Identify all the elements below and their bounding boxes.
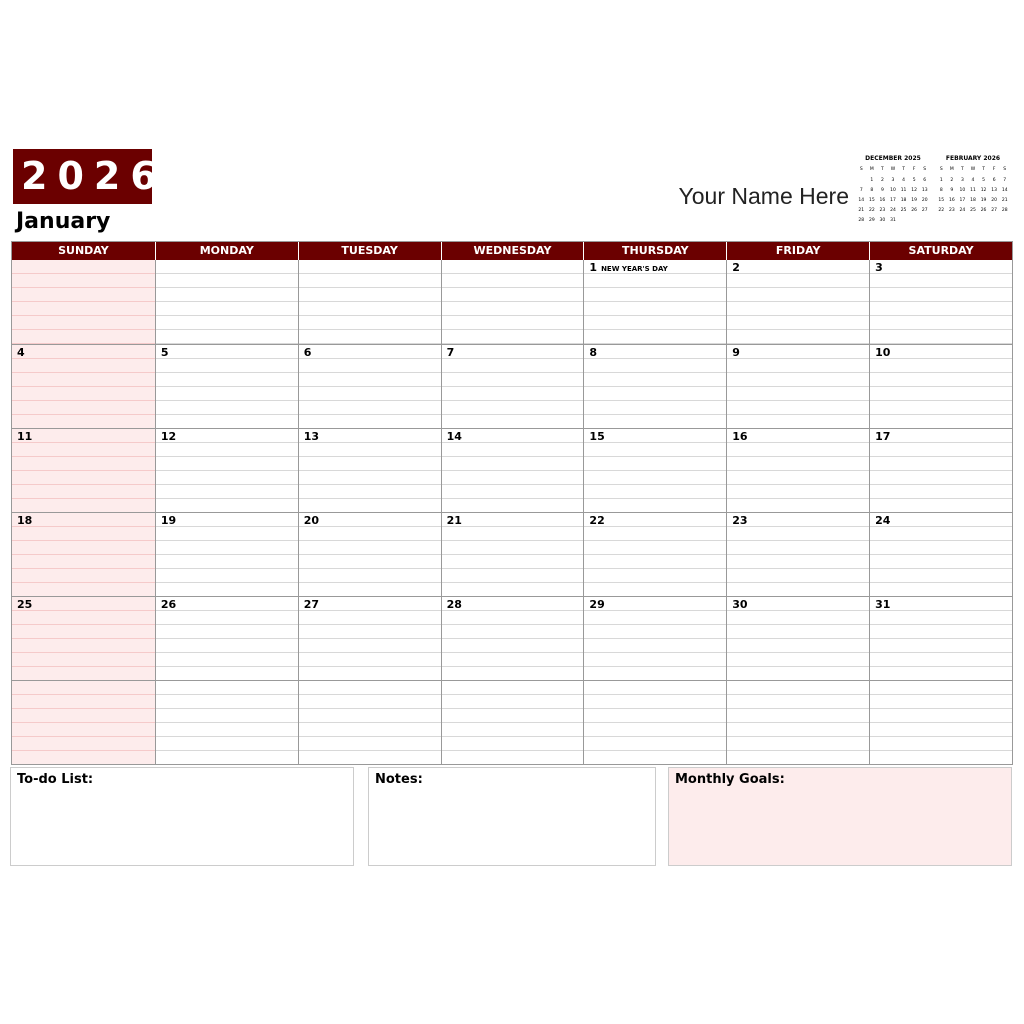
mini-calendar-day: 1 xyxy=(939,178,943,183)
mini-calendar-day: 27 xyxy=(921,208,928,213)
mini-calendar-day: 22 xyxy=(938,208,945,213)
day-cell[interactable] xyxy=(869,680,1012,764)
todo-list-box[interactable] xyxy=(10,767,354,866)
notes-box[interactable] xyxy=(368,767,656,866)
day-cell[interactable] xyxy=(298,260,441,344)
notes-title: Notes: xyxy=(375,772,423,787)
mini-calendar-day: 25 xyxy=(900,208,907,213)
mini-calendar-dow: W xyxy=(890,167,896,172)
mini-calendar-day: 26 xyxy=(911,208,917,213)
day-number: 4 xyxy=(17,346,25,359)
day-number: 11 xyxy=(17,430,33,443)
day-number: 2 xyxy=(732,261,740,274)
day-cell[interactable] xyxy=(155,512,298,596)
day-number: 29 xyxy=(589,598,605,611)
day-cell[interactable] xyxy=(441,512,584,596)
todo-list-title: To-do List: xyxy=(17,772,94,787)
day-cell[interactable] xyxy=(726,596,869,680)
day-cell[interactable] xyxy=(441,344,584,428)
mini-calendar-day: 12 xyxy=(911,188,917,193)
weekday-sunday: SUNDAY xyxy=(58,244,109,257)
month-calendar xyxy=(11,241,1013,765)
mini-calendar-day: 20 xyxy=(921,198,928,203)
day-cell[interactable] xyxy=(726,512,869,596)
mini-calendar-day: 6 xyxy=(992,178,996,183)
week-row xyxy=(12,680,1012,764)
mini-calendar-day: 20 xyxy=(991,198,997,203)
mini-calendar-day: 8 xyxy=(870,188,874,193)
owner-name[interactable]: Your Name Here xyxy=(678,183,849,209)
day-cell[interactable] xyxy=(726,260,869,344)
day-number: 17 xyxy=(875,430,891,443)
mini-calendar-day: 22 xyxy=(868,208,875,213)
day-cell[interactable] xyxy=(12,512,155,596)
day-number: 7 xyxy=(446,346,455,359)
weekday-wednesday: WEDNESDAY xyxy=(441,242,584,260)
mini-calendar-day: 5 xyxy=(982,178,985,183)
day-number: 26 xyxy=(160,598,177,611)
mini-calendar-day: 19 xyxy=(980,198,987,203)
mini-calendar-day: 19 xyxy=(911,198,917,203)
day-number: 28 xyxy=(446,598,462,611)
mini-calendar-day: 11 xyxy=(900,188,907,193)
mini-calendar-title: FEBRUARY 2026 xyxy=(945,155,1001,162)
week-row xyxy=(12,260,1012,344)
day-number: 23 xyxy=(732,514,748,527)
mini-calendar-day: 26 xyxy=(980,208,987,213)
day-cell[interactable] xyxy=(583,680,726,764)
mini-calendar-day: 11 xyxy=(970,188,976,193)
mini-calendar-day: 7 xyxy=(859,188,863,193)
mini-calendar-day: 13 xyxy=(991,188,997,193)
mini-calendar-day: 9 xyxy=(880,188,884,193)
mini-calendar-day: 5 xyxy=(912,178,916,183)
mini-calendar-day: 24 xyxy=(959,208,966,213)
day-cell[interactable] xyxy=(583,344,726,428)
mini-calendar-day: 13 xyxy=(921,188,928,193)
day-cell[interactable] xyxy=(12,344,155,428)
mini-calendar-day: 7 xyxy=(1003,178,1007,183)
day-number: 21 xyxy=(446,514,462,527)
day-cell[interactable] xyxy=(155,596,298,680)
day-cell[interactable] xyxy=(155,344,298,428)
mini-calendar-day: 6 xyxy=(923,178,927,183)
mini-calendar-dow: S xyxy=(859,167,863,172)
day-number: 18 xyxy=(17,514,33,527)
mini-calendar-previous xyxy=(856,153,930,226)
day-number: 13 xyxy=(303,430,320,443)
day-cell[interactable] xyxy=(726,428,869,512)
day-number: 31 xyxy=(875,598,891,611)
day-cell[interactable] xyxy=(12,428,155,512)
mini-calendar-dow: T xyxy=(961,167,964,172)
mini-calendar-day: 15 xyxy=(938,198,945,203)
monthly-goals-box[interactable] xyxy=(668,767,1012,866)
mini-calendar-day: 15 xyxy=(868,198,875,203)
mini-calendar-day: 21 xyxy=(1001,198,1008,203)
mini-calendar-day: 10 xyxy=(890,188,896,193)
weekday-header xyxy=(12,242,1012,260)
day-number: 25 xyxy=(17,598,33,611)
day-cell[interactable] xyxy=(441,428,584,512)
day-cell[interactable] xyxy=(298,344,441,428)
day-number: 24 xyxy=(875,514,891,527)
mini-calendar-day: 23 xyxy=(948,208,955,213)
mini-calendar-day xyxy=(909,216,920,226)
mini-calendar-day: 1 xyxy=(870,178,874,183)
day-number: 15 xyxy=(589,430,605,443)
day-number: 12 xyxy=(160,430,177,443)
day-number: 30 xyxy=(732,598,748,611)
mini-calendar-dow: F xyxy=(992,167,996,172)
mini-calendar-day: 28 xyxy=(858,218,865,223)
week-row xyxy=(12,344,1012,428)
day-cell[interactable] xyxy=(726,344,869,428)
mini-calendar-day: 27 xyxy=(991,208,997,213)
mini-calendar-dow: T xyxy=(881,167,884,172)
mini-calendar-day: 25 xyxy=(970,208,976,213)
holiday-label: NEW YEAR'S DAY xyxy=(601,265,668,273)
week-row xyxy=(12,596,1012,680)
day-cell[interactable] xyxy=(12,680,155,764)
day-cell[interactable] xyxy=(298,512,441,596)
day-number: 19 xyxy=(160,514,177,527)
day-number: 10 xyxy=(875,346,891,359)
mini-calendar-day: 31 xyxy=(890,218,896,223)
mini-calendar-day: 10 xyxy=(959,188,966,193)
mini-calendar-day: 4 xyxy=(902,178,905,183)
calendar-weeks xyxy=(12,260,1012,764)
weekday-thursday: THURSDAY xyxy=(583,242,726,260)
day-cell[interactable] xyxy=(583,596,726,680)
mini-calendar-dow: F xyxy=(912,167,916,172)
mini-calendar-day: 30 xyxy=(879,218,886,223)
day-cell[interactable] xyxy=(155,428,298,512)
mini-calendar-day: 17 xyxy=(959,198,966,203)
day-number: 3 xyxy=(875,261,883,274)
day-number: 9 xyxy=(732,346,740,359)
day-cell[interactable] xyxy=(298,428,441,512)
weekday-friday: FRIDAY xyxy=(726,242,869,260)
mini-calendar-day: 17 xyxy=(890,198,896,203)
mini-calendar-dow: S xyxy=(923,167,927,172)
day-cell[interactable] xyxy=(726,680,869,764)
mini-calendar-dow: S xyxy=(1003,167,1007,172)
week-row xyxy=(12,512,1012,596)
day-number: 16 xyxy=(732,430,748,443)
day-cell[interactable] xyxy=(869,428,1012,512)
mini-calendar-day xyxy=(919,216,930,226)
mini-calendar-day: 9 xyxy=(950,188,954,193)
mini-calendar-dow: S xyxy=(939,167,943,172)
day-cell[interactable] xyxy=(441,260,584,344)
day-cell[interactable] xyxy=(441,596,584,680)
mini-calendar-day: 21 xyxy=(858,208,865,213)
mini-calendar-day: 23 xyxy=(879,208,886,213)
day-number: 20 xyxy=(303,514,320,527)
day-cell[interactable] xyxy=(298,680,441,764)
day-cell[interactable] xyxy=(583,260,726,344)
day-number: 22 xyxy=(589,514,605,527)
mini-calendar-day: 18 xyxy=(900,198,907,203)
mini-calendar-grid xyxy=(856,164,930,226)
day-cell[interactable] xyxy=(869,344,1012,428)
mini-calendar-day: 2 xyxy=(880,178,884,183)
mini-calendar-dow: T xyxy=(982,167,985,172)
mini-calendar-dow: M xyxy=(949,167,954,172)
week-row xyxy=(12,428,1012,512)
weekday-saturday: SATURDAY xyxy=(869,242,1012,260)
day-cell[interactable] xyxy=(869,596,1012,680)
mini-calendar-day xyxy=(856,176,867,186)
day-cell[interactable] xyxy=(298,596,441,680)
mini-calendar-day: 14 xyxy=(1001,188,1008,193)
day-cell[interactable] xyxy=(12,596,155,680)
mini-calendar-day: 8 xyxy=(939,188,943,193)
year-banner: 2026 xyxy=(13,149,152,204)
mini-calendar-grid xyxy=(936,164,1010,216)
mini-calendar-day: 24 xyxy=(890,208,896,213)
mini-calendar-day: 16 xyxy=(948,198,955,203)
mini-calendar-day: 4 xyxy=(971,178,975,183)
day-number: 27 xyxy=(303,598,320,611)
day-number: 8 xyxy=(589,346,598,359)
mini-calendar-day: 28 xyxy=(1001,208,1008,213)
monthly-goals-title: Monthly Goals: xyxy=(675,772,785,787)
mini-calendar-day: 29 xyxy=(868,218,875,223)
mini-calendar-dow: W xyxy=(970,167,976,172)
mini-calendar-next xyxy=(936,153,1010,216)
mini-calendar-day: 2 xyxy=(950,178,954,183)
weekday-monday: MONDAY xyxy=(155,242,298,260)
day-number: 5 xyxy=(160,346,169,359)
day-cell[interactable] xyxy=(583,428,726,512)
mini-calendar-dow: T xyxy=(902,167,905,172)
mini-calendar-day: 14 xyxy=(858,198,865,203)
mini-calendar-day xyxy=(898,216,909,226)
mini-calendar-day: 3 xyxy=(891,178,895,183)
month-title: January xyxy=(16,209,111,234)
day-cell[interactable] xyxy=(869,512,1012,596)
day-cell[interactable] xyxy=(155,260,298,344)
day-number: 1 xyxy=(589,261,598,274)
weekday-tuesday: TUESDAY xyxy=(298,242,441,260)
day-cell[interactable] xyxy=(155,680,298,764)
mini-calendar-day: 3 xyxy=(960,178,964,183)
mini-calendar-title: DECEMBER 2025 xyxy=(865,155,921,162)
day-number: 14 xyxy=(446,430,462,443)
day-cell[interactable] xyxy=(869,260,1012,344)
day-cell[interactable] xyxy=(583,512,726,596)
mini-calendar-day: 16 xyxy=(879,198,886,203)
mini-calendar-dow: M xyxy=(869,167,874,172)
mini-calendar-day: 18 xyxy=(970,198,976,203)
mini-calendar-day: 12 xyxy=(980,188,987,193)
day-number: 6 xyxy=(303,346,312,359)
day-cell[interactable] xyxy=(12,260,155,344)
day-cell[interactable] xyxy=(441,680,584,764)
